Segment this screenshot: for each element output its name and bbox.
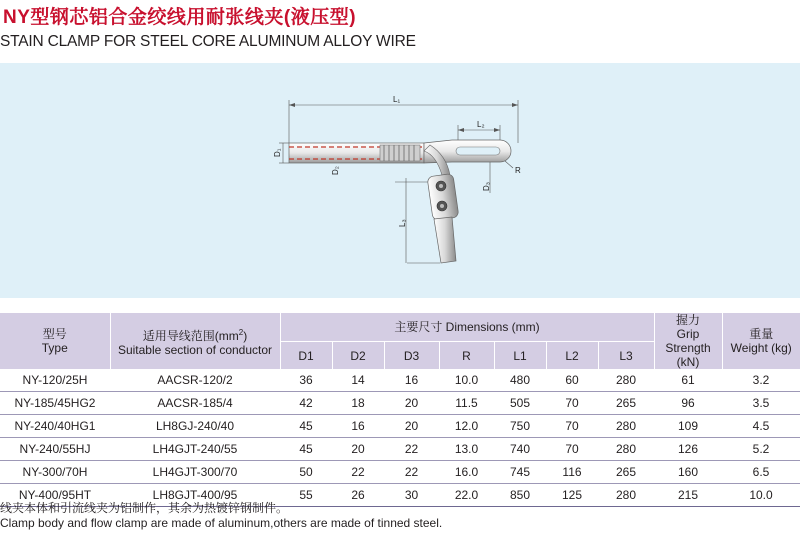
label-l1: L₁ <box>393 95 401 104</box>
cell-r: 13.0 <box>439 438 494 461</box>
cell-section: LH8GJ-240/40 <box>110 415 280 438</box>
cell-section: LH4GJT-240/55 <box>110 438 280 461</box>
cell-weight: 10.0 <box>722 484 800 507</box>
cell-grip: 126 <box>654 438 722 461</box>
cell-type: NY-185/45HG2 <box>0 392 110 415</box>
cell-l3: 280 <box>598 415 654 438</box>
cell-d1: 42 <box>280 392 332 415</box>
cell-r: 16.0 <box>439 461 494 484</box>
cell-d3: 30 <box>384 484 439 507</box>
cell-d3: 22 <box>384 438 439 461</box>
header-section <box>110 313 280 369</box>
cell-l3: 265 <box>598 461 654 484</box>
cell-l1: 745 <box>494 461 546 484</box>
cell-d1: 45 <box>280 438 332 461</box>
cell-l2: 125 <box>546 484 598 507</box>
title-chinese: NY型钢芯铝合金绞线用耐张线夹(液压型) <box>3 7 357 28</box>
header-d3: D3 <box>384 342 439 369</box>
cell-weight: 3.5 <box>722 392 800 415</box>
clamp-diagram <box>0 63 800 298</box>
cell-d1: 55 <box>280 484 332 507</box>
cell-l3: 265 <box>598 392 654 415</box>
cell-l1: 750 <box>494 415 546 438</box>
cell-d1: 50 <box>280 461 332 484</box>
cell-weight: 6.5 <box>722 461 800 484</box>
cell-d3: 20 <box>384 415 439 438</box>
cell-section: LH4GJT-300/70 <box>110 461 280 484</box>
header-grip-en: Grip Strength <box>665 327 711 355</box>
label-l3: L₃ <box>398 219 407 227</box>
header-section-cn: 适用导线范围$(mm^2)$ <box>142 327 248 343</box>
cell-l2: 70 <box>546 415 598 438</box>
cell-weight: 5.2 <box>722 438 800 461</box>
cell-section: AACSR-185/4 <box>110 392 280 415</box>
header-d1: D1 <box>280 342 332 369</box>
clamp-drawing <box>0 63 800 298</box>
cell-grip: 160 <box>654 461 722 484</box>
cell-weight: 4.5 <box>722 415 800 438</box>
cell-l3: 280 <box>598 438 654 461</box>
cell-d2: 14 <box>332 369 384 392</box>
cell-l3: 280 <box>598 484 654 507</box>
header-r: R <box>439 342 494 369</box>
cell-l2: 70 <box>546 392 598 415</box>
cell-d2: 22 <box>332 461 384 484</box>
cell-weight: 3.2 <box>722 369 800 392</box>
note-chinese: 线夹本体和引流线夹为铝制作，其余为热镀锌钢制件。 <box>0 501 289 515</box>
table-row <box>0 461 800 484</box>
header-type-en: Type <box>41 341 68 355</box>
header-l2: L2 <box>546 342 598 369</box>
header-l1: L1 <box>494 342 546 369</box>
cell-r: 22.0 <box>439 484 494 507</box>
cell-d3: 16 <box>384 369 439 392</box>
cell-d2: 20 <box>332 438 384 461</box>
cell-l1: 850 <box>494 484 546 507</box>
header-weight-en: Weight (kg) <box>730 341 792 355</box>
header-section-en: Suitable section of conductor <box>117 342 273 357</box>
label-d3: D₃ <box>482 181 491 191</box>
header-weight-cn: 重量 <box>749 327 774 341</box>
cell-l1: 505 <box>494 392 546 415</box>
label-l2: L₂ <box>477 120 485 129</box>
cell-d1: 45 <box>280 415 332 438</box>
cell-d2: 26 <box>332 484 384 507</box>
title-english: STAIN CLAMP FOR STEEL CORE ALUMINUM ALLOY WIRE <box>0 33 416 50</box>
header-d2: D2 <box>332 342 384 369</box>
cell-grip: 109 <box>654 415 722 438</box>
table-row <box>0 392 800 415</box>
header-grip-cn: 握力 <box>675 313 700 327</box>
cell-type: NY-400/95HT <box>0 484 110 507</box>
header-dimensions: 主要尺寸 Dimensions (mm) <box>280 313 654 342</box>
cell-type: NY-240/40HG1 <box>0 415 110 438</box>
cell-l1: 480 <box>494 369 546 392</box>
header-type <box>0 313 110 369</box>
cell-d1: 36 <box>280 369 332 392</box>
label-r: R <box>515 166 521 175</box>
table-row <box>0 369 800 392</box>
cell-type: NY-300/70H <box>0 461 110 484</box>
header-type-cn: 型号 <box>42 327 67 341</box>
table-row <box>0 415 800 438</box>
cell-d3: 20 <box>384 392 439 415</box>
cell-l2: 70 <box>546 438 598 461</box>
cell-section: LH8GJT-400/95 <box>110 484 280 507</box>
spec-table <box>0 313 800 507</box>
cell-l2: 60 <box>546 369 598 392</box>
label-d1: D₁ <box>273 148 282 157</box>
cell-l1: 740 <box>494 438 546 461</box>
cell-l3: 280 <box>598 369 654 392</box>
label-d2: D₂ <box>331 166 340 175</box>
table-row <box>0 438 800 461</box>
header-grip <box>654 313 722 369</box>
clamp-body <box>289 140 511 263</box>
cell-r: 12.0 <box>439 415 494 438</box>
cell-l2: 116 <box>546 461 598 484</box>
header-weight <box>722 313 800 369</box>
cell-type: NY-120/25H <box>0 369 110 392</box>
header-l3: L3 <box>598 342 654 369</box>
cell-d2: 16 <box>332 415 384 438</box>
cell-d3: 22 <box>384 461 439 484</box>
cell-section: AACSR-120/2 <box>110 369 280 392</box>
header-grip-unit: (kN) <box>676 355 700 369</box>
cell-grip: 96 <box>654 392 722 415</box>
cell-grip: 61 <box>654 369 722 392</box>
cell-grip: 215 <box>654 484 722 507</box>
note-english: Clamp body and flow clamp are made of aluminum,others are made of tinned steel. <box>0 516 443 530</box>
cell-r: 10.0 <box>439 369 494 392</box>
cell-d2: 18 <box>332 392 384 415</box>
cell-r: 11.5 <box>439 392 494 415</box>
cell-type: NY-240/55HJ <box>0 438 110 461</box>
